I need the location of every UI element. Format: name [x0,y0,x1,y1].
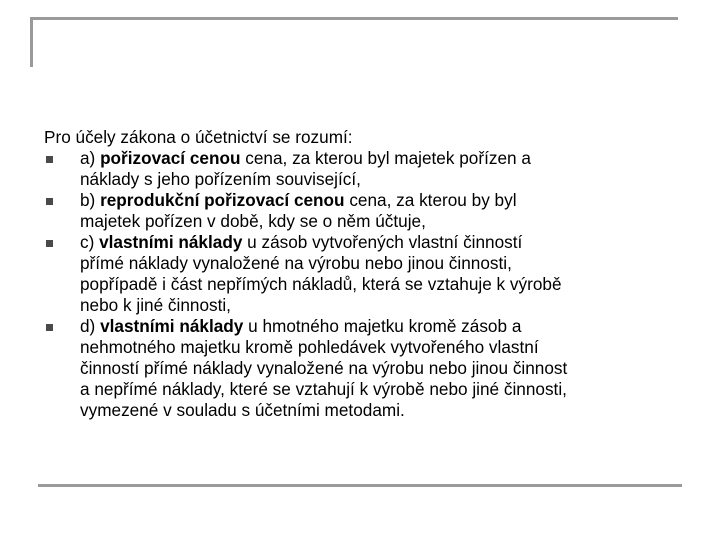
definition-list [44,148,694,421]
square-bullet-icon [46,240,53,247]
slide-frame-left-rule [30,17,33,67]
definition-line [80,295,694,316]
definition-line [80,400,694,421]
defined-term: vlastními náklady [99,232,243,252]
definition-line [80,148,694,169]
definition-text: činností přímé náklady vynaložené na výrobu nebo jinou činnost [80,358,568,378]
defined-term: pořizovací cenou [100,148,241,168]
square-bullet-icon [46,198,53,205]
definition-text: c) [80,232,100,252]
square-bullet-icon [46,156,53,163]
definition-line [80,253,694,274]
definition-text: náklady s jeho pořízením související, [80,169,361,189]
definition-text: přímé náklady vynaložené na výrobu nebo jinou činnosti, [80,253,512,273]
defined-term: reprodukční pořizovací cenou [100,190,345,210]
definition-text: a nepřímé náklady, které se vztahují k výrobě nebo jiné činnosti, [80,379,567,399]
slide-body [44,127,694,421]
intro-text: Pro účely zákona o účetnictví se rozumí: [44,127,353,147]
definition-text: nebo k jiné činnosti, [80,295,231,315]
definition-text: majetek pořízen v době, kdy se o něm účtuje, [80,211,426,231]
definition-text: d) [80,316,101,336]
definition-line [80,316,694,337]
definition-item [44,148,694,190]
square-bullet-icon [46,324,53,331]
slide-frame-bottom-rule [38,484,682,487]
definition-item [44,190,694,232]
definition-item [44,232,694,316]
slide-frame-top-rule [30,17,678,20]
defined-term: vlastními náklady [100,316,244,336]
definition-line [80,211,694,232]
definition-text: popřípadě i část nepřímých nákladů, která se vztahuje k výrobě [80,274,562,294]
definition-line [80,169,694,190]
definition-line [80,232,694,253]
definition-text: cena, za kterou byl majetek pořízen a [240,148,531,168]
definition-line [80,358,694,379]
definition-line [80,379,694,400]
definition-line [80,274,694,295]
definition-text: u hmotného majetku kromě zásob a [243,316,522,336]
definition-line [80,190,694,211]
definition-text: u zásob vytvořených vlastní činností [242,232,523,252]
definition-text: b) [80,190,101,210]
definition-item [44,316,694,421]
definition-line [80,337,694,358]
definition-text: vymezené v souladu s účetními metodami. [80,400,405,420]
definition-text: a) [80,148,101,168]
definition-text: cena, za kterou by byl [344,190,517,210]
definition-text: nehmotného majetku kromě pohledávek vytvořeného vlastní [80,337,539,357]
